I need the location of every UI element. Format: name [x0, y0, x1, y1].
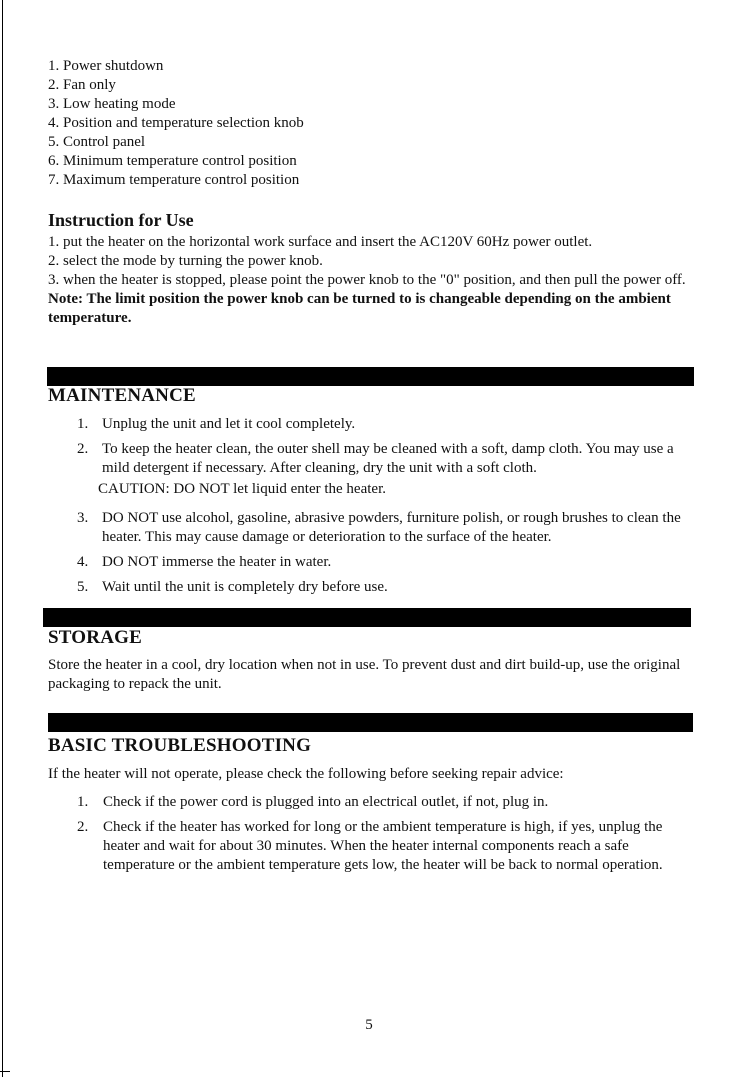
instruction-step: 1. put the heater on the horizontal work surface and insert the AC120V 60Hz power outlet.: [48, 234, 593, 250]
instruction-step: 3. when the heater is stopped, please point the power knob to the "0" position, and then pull the power off.: [48, 272, 686, 288]
list-item: [77, 553, 697, 572]
legend-item: 3. Low heating mode: [48, 96, 176, 112]
troubleshooting-heading: BASIC TROUBLESHOOTING: [48, 735, 312, 756]
item-text: Check if the heater has worked for long or the ambient temperature is high, if yes, unplug the heater and wait for about 30 minutes. When the heater internal components reach a safe temperature or the ambient temperature gets low, the heater will be back to normal operation.: [103, 819, 663, 873]
troubleshooting-intro: If the heater will not operate, please check the following before seeking repair advice:: [48, 766, 564, 782]
list-item: [77, 818, 687, 875]
list-item: [77, 793, 687, 812]
item-text: Wait until the unit is completely dry before use.: [102, 579, 388, 595]
item-text: Check if the power cord is plugged into an electrical outlet, if not, plug in.: [103, 794, 549, 810]
list-item: [77, 509, 697, 547]
item-text: Unplug the unit and let it cool completely.: [102, 416, 356, 432]
corner-mark: [0, 1071, 10, 1072]
left-margin-rule: [2, 0, 3, 1077]
legend-item: 2. Fan only: [48, 77, 116, 93]
page-number: 5: [365, 1017, 373, 1033]
troubleshooting-header-bar: [48, 713, 693, 732]
item-number: 2.: [77, 441, 89, 457]
storage-text: Store the heater in a cool, dry location when not in use. To prevent dust and dirt build-up, use the original packaging to repack the unit.: [48, 657, 681, 692]
item-number: 1.: [77, 794, 89, 810]
instructions-body: [48, 233, 698, 328]
item-number: 5.: [77, 579, 89, 595]
item-number: 2.: [77, 819, 89, 835]
instruction-note: Note: The limit position the power knob can be turned to is changeable depending on the ambient temperature.: [48, 291, 671, 326]
list-item: [77, 578, 697, 597]
storage-header-bar: [43, 608, 691, 627]
item-text: DO NOT use alcohol, gasoline, abrasive powders, furniture polish, or rough brushes to clean the heater. This may cause damage or deterioration to the surface of the heater.: [102, 510, 681, 545]
legend-item: 5. Control panel: [48, 134, 146, 150]
instructions-heading: Instruction for Use: [48, 210, 194, 230]
legend-item: 1. Power shutdown: [48, 58, 164, 74]
legend-item: 4. Position and temperature selection knob: [48, 115, 304, 131]
maintenance-list: [77, 415, 697, 603]
troubleshooting-list: [77, 793, 687, 881]
maintenance-caution: CAUTION: DO NOT let liquid enter the heater.: [98, 481, 386, 497]
item-number: 4.: [77, 554, 89, 570]
list-item: [77, 440, 697, 478]
item-text: To keep the heater clean, the outer shell may be cleaned with a soft, damp cloth. You may use a mild detergent if necessary. After cleaning, dry the unit with a soft cloth.: [102, 441, 674, 476]
instruction-step: 2. select the mode by turning the power knob.: [48, 253, 323, 269]
maintenance-heading: MAINTENANCE: [48, 385, 196, 406]
item-number: 1.: [77, 416, 89, 432]
legend-item: 7. Maximum temperature control position: [48, 172, 300, 188]
list-item: [77, 415, 697, 434]
parts-legend-list: [48, 57, 304, 190]
storage-heading: STORAGE: [48, 627, 142, 648]
item-text: DO NOT immerse the heater in water.: [102, 554, 332, 570]
legend-item: 6. Minimum temperature control position: [48, 153, 297, 169]
item-number: 3.: [77, 510, 89, 526]
maintenance-header-bar: [47, 367, 694, 386]
